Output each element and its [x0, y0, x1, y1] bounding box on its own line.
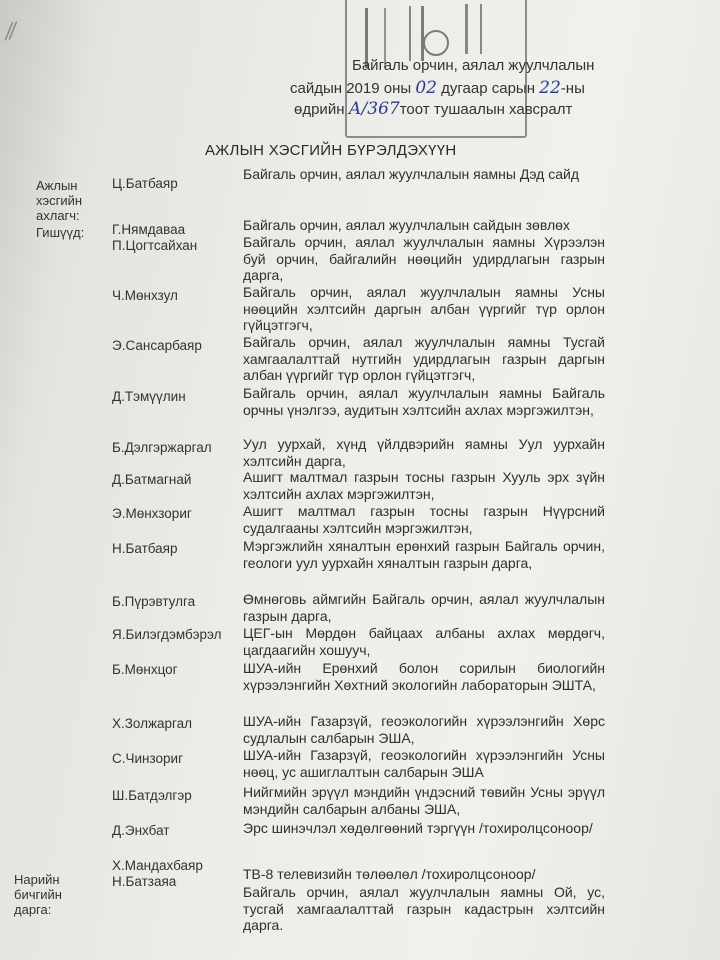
member-name: Н.Батбаяр [112, 541, 178, 556]
member-duty: Байгаль орчин, аялал жуулчлалын яамны Тусгай хамгаалалттай нутгийн удирдлагын газрын даргын албан үүргийг түр орлон гүйцэтгэгч, [243, 334, 605, 383]
handwritten-order-number: А/367 [348, 99, 400, 119]
member-name: Я.Билэгдэмбэрэл [112, 627, 222, 642]
member-duty: ЦЕГ-ын Мөрдөн байцаах албаны ахлах мөрдөгч, цагдаагийн хошууч, [243, 625, 605, 658]
member-duty: ШУА-ийн Газарзүй, геоэкологийн хүрээлэнгийн Усны нөөц, ус ашиглалтын салбарын ЭША [243, 747, 605, 780]
member-name: Б.Мөнхцог [112, 662, 178, 677]
member-duty: Эрс шинэчлэл хөдөлгөөний тэргүүн /тохиролцсоноор/ [243, 820, 593, 836]
stamp-mongol-script [465, 4, 482, 54]
header-line-3: өдрийн А/367тоот тушаалын хавсралт [294, 99, 573, 119]
handwritten-month: 02 [415, 78, 437, 98]
member-name: Д.Энхбат [112, 823, 170, 838]
member-duty: Байгаль орчин, аялал жуулчлалын яамны Хүрээлэн буй орчин, байгалийн нөөцийн удирдлагын газрын дарга, [243, 234, 605, 283]
member-duty: Ашигт малтмал газрын тосны газрын Нүүрсний судалгааны хэлтсийн мэргэжилтэн, [243, 503, 605, 536]
member-name: Ш.Батдэлгэр [112, 788, 192, 803]
member-duty: ШУА-ийн Газарзүй, геоэкологийн хүрээлэнгийн Хөрс судлалын салбарын ЭША, [243, 713, 605, 746]
member-duty: Өмнөговь аймгийн Байгаль орчин, аялал жуулчлалын газрын дарга, [243, 591, 605, 624]
member-name: П.Цогтсайхан [112, 238, 198, 253]
corner-handwritten-mark: ⁄⁄ [5, 17, 19, 46]
member-name: Н.Батзаяа [112, 874, 177, 889]
member-duty: Байгаль орчин, аялал жуулчлалын сайдын зөвлөх [243, 217, 570, 233]
member-name: Э.Сансарбаяр [112, 338, 202, 353]
member-duty: Мэргэжлийн хяналтын ерөнхий газрын Байгаль орчин, геологи уул уурхайн хяналтын газрын дарга, [243, 538, 605, 571]
member-name: Ц.Батбаяр [112, 176, 178, 191]
member-name: Х.Золжаргал [112, 716, 193, 731]
stamp-emblem-icon [423, 30, 449, 56]
member-name: Ч.Мөнхзул [112, 288, 178, 303]
member-duty: Байгаль орчин, аялал жуулчлалын яамны Ой, ус, тусгай хамгаалалттай газрын кадастрын хэлтсийн дарга. [243, 884, 605, 933]
role-label-secretary: Нарийн бичгийн дарга: [14, 872, 62, 917]
header-line-2: сайдын 2019 оны 02 дугаар сарын 22-ны [290, 78, 585, 98]
member-name: Д.Тэмүүлин [112, 389, 186, 404]
role-label-members: Гишүүд: [36, 225, 85, 240]
member-name: Б.Дэлгэржаргал [112, 440, 212, 455]
member-duty: ШУА-ийн Ерөнхий болон сорилын биологийн хүрээлэнгийн Хөхтний экологийн лабораторын ЭШТА, [243, 660, 605, 693]
member-duty: ТВ-8 телевизийн төлөөлөл /тохиролцсоноор/ [243, 866, 536, 882]
member-name: Э.Мөнхзориг [112, 506, 192, 521]
member-name: Г.Нямдаваа [112, 222, 186, 237]
member-duty: Ашигт малтмал газрын тосны газрын Хууль эрх зүйн хэлтсийн ахлах мэргэжилтэн, [243, 469, 605, 502]
member-duty: Уул уурхай, хүнд үйлдвэрийн яамны Уул уурхайн хэлтсийн дарга, [243, 436, 605, 469]
member-name: Х.Мандахбаяр [112, 858, 203, 873]
member-name: Д.Батмагнай [112, 472, 192, 487]
member-name: С.Чинзориг [112, 751, 184, 766]
role-label-leader: Ажлын хэсгийн ахлагч: [36, 178, 83, 223]
member-duty: Байгаль орчин, аялал жуулчлалын яамны Усны нөөцийн хэлтсийн даргын албан үүргийг түр орлон гүйцэтгэгч, [243, 284, 605, 333]
member-duty: Нийгмийн эрүүл мэндийн үндэсний төвийн Усны эрүүл мэндийн салбарын албаны ЭША, [243, 784, 605, 817]
page-title: АЖЛЫН ХЭСГИЙН БҮРЭЛДЭХҮҮН [205, 142, 457, 159]
handwritten-day: 22 [539, 78, 561, 98]
member-name: Б.Пүрэвтулга [112, 594, 196, 609]
member-duty: Байгаль орчин, аялал жуулчлалын яамны Дэд сайд [243, 166, 580, 182]
header-line-1: Байгаль орчин, аялал жуулчлалын [352, 57, 595, 74]
stamp-mongol-script [409, 6, 424, 61]
member-duty: Байгаль орчин, аялал жуулчлалын яамны Байгаль орчны үнэлгээ, аудитын хэлтсийн ахлах мэргэжилтэн, [243, 385, 605, 418]
